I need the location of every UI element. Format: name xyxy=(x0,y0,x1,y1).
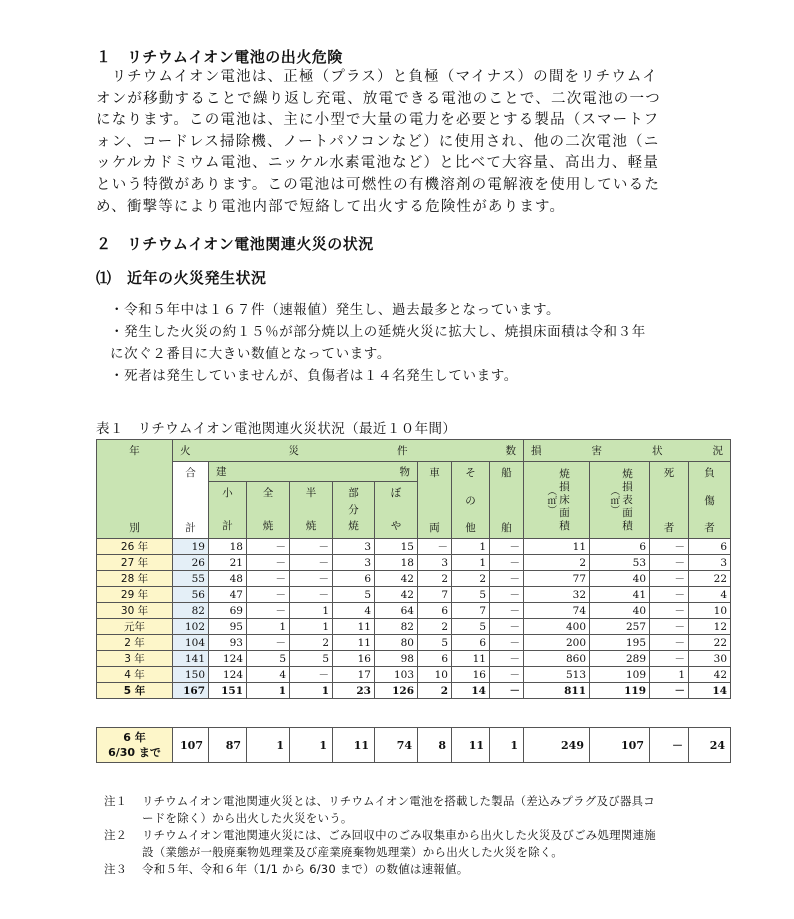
section-2-heading: ２ リチウムイオン電池関連火災の状況 xyxy=(96,235,374,253)
value-cell: 14 xyxy=(689,683,731,699)
table-caption: 表１ リチウムイオン電池関連火災状況（最近１０年間） xyxy=(96,421,457,437)
value-cell: 126 xyxy=(375,683,418,699)
half-burn-header xyxy=(290,482,333,539)
value-cell: 3 xyxy=(418,555,452,571)
note-text: リチウムイオン電池関連火災とは、リチウムイオン電池を搭載した製品（差込みプラグ及び器具コ xyxy=(142,794,655,808)
value-cell: 11 xyxy=(333,635,375,651)
value-cell: － xyxy=(490,683,524,699)
value-cell: 3 xyxy=(689,555,731,571)
value-cell: 30 xyxy=(689,651,731,667)
value-cell: 16 xyxy=(333,651,375,667)
value-cell: 17 xyxy=(333,667,375,683)
damage-header xyxy=(524,440,731,462)
value-cell: 69 xyxy=(209,603,247,619)
value-cell: － xyxy=(490,555,524,571)
value-cell: 21 xyxy=(209,555,247,571)
header-char: 数 xyxy=(505,445,517,457)
partial-burn-header xyxy=(333,482,375,539)
header-char: 災 xyxy=(288,445,300,457)
table-row xyxy=(97,539,731,555)
header-char: や xyxy=(390,520,402,533)
header-char: 損 xyxy=(559,480,570,493)
value-cell: － xyxy=(650,619,689,635)
value-cell: 22 xyxy=(689,635,731,651)
note-text: リチウムイオン電池関連火災には、ごみ回収中のごみ収集車から出火した火災及びごみ処理関連施 xyxy=(142,828,656,842)
header-char: 全 xyxy=(262,487,274,500)
value-cell: 119 xyxy=(590,683,650,699)
total-cell: 56 xyxy=(173,587,209,603)
other-header xyxy=(452,462,490,539)
total-cell: 167 xyxy=(173,683,209,699)
header-char: 件 xyxy=(397,445,408,457)
value-cell: 98 xyxy=(375,651,418,667)
value-cell: 64 xyxy=(375,603,418,619)
value-cell: 93 xyxy=(209,635,247,651)
value-cell: 1 xyxy=(247,728,290,763)
value-cell: 2 xyxy=(418,619,452,635)
value-cell: － xyxy=(650,587,689,603)
value-cell: 6 xyxy=(590,539,650,555)
value-cell: 4 xyxy=(247,667,290,683)
value-cell: － xyxy=(650,635,689,651)
building-header xyxy=(209,462,418,482)
header-char: 積 xyxy=(622,519,633,532)
value-cell: 40 xyxy=(590,571,650,587)
value-cell: 811 xyxy=(524,683,590,699)
partial-year-cell xyxy=(97,728,173,763)
total-cell: 104 xyxy=(173,635,209,651)
header-char: 建 xyxy=(216,466,227,479)
year-cell: 元年 xyxy=(97,619,173,635)
year-cell: 2 年 xyxy=(97,635,173,651)
year-header-bottom: 別 xyxy=(129,522,140,534)
note-text: ードを除く）から出火した火災をいう。 xyxy=(142,811,353,825)
total-cell: 141 xyxy=(173,651,209,667)
value-cell: 18 xyxy=(209,539,247,555)
total-cell: 55 xyxy=(173,571,209,587)
table-row xyxy=(97,619,731,635)
total-cell: 26 xyxy=(173,555,209,571)
value-cell: 15 xyxy=(375,539,418,555)
value-cell: 2 xyxy=(290,635,333,651)
header-char: 損 xyxy=(622,480,633,493)
header-char: 焼 xyxy=(622,467,633,480)
note-1 xyxy=(104,793,744,827)
value-cell: 16 xyxy=(452,667,490,683)
header-char: 床 xyxy=(559,493,570,506)
value-cell: 3 xyxy=(333,539,375,555)
value-cell: 11 xyxy=(524,539,590,555)
note-3 xyxy=(104,861,744,878)
year-cell: 3 年 xyxy=(97,651,173,667)
value-cell: 82 xyxy=(375,619,418,635)
value-cell: － xyxy=(490,571,524,587)
value-cell: 1 xyxy=(490,728,524,763)
value-cell: 2 xyxy=(418,571,452,587)
value-cell: 74 xyxy=(524,603,590,619)
value-cell: － xyxy=(490,667,524,683)
value-cell: － xyxy=(490,635,524,651)
table-row xyxy=(97,728,731,763)
value-cell: 2 xyxy=(418,683,452,699)
value-cell: 1 xyxy=(290,683,333,699)
header-char: 傷 xyxy=(704,494,715,507)
header-char: 焼 xyxy=(348,520,359,533)
value-cell: 87 xyxy=(209,728,247,763)
value-cell: 1 xyxy=(247,683,290,699)
bullet-item: ・令和５年中は１６７件（速報値）発生し、過去最多となっています。 xyxy=(110,302,561,318)
header-char: 表 xyxy=(622,493,633,506)
value-cell: 289 xyxy=(590,651,650,667)
header-char: そ xyxy=(465,467,476,479)
header-char: 半 xyxy=(305,487,317,500)
value-cell: － xyxy=(290,571,333,587)
total-header xyxy=(173,462,209,539)
header-char: 負 xyxy=(704,467,715,479)
table-row xyxy=(97,683,731,699)
value-cell: 249 xyxy=(524,728,590,763)
year-cell: 26 年 xyxy=(97,539,173,555)
injuries-header xyxy=(689,462,731,539)
paragraph-line: ォン、コードレス掃除機、ノートパソコンなど）に使用され、他の二次電池（ニ xyxy=(96,133,660,150)
header-char: 部 xyxy=(348,487,359,500)
value-cell: 11 xyxy=(452,728,490,763)
value-cell: 48 xyxy=(209,571,247,587)
section-2-subheading: ⑴ 近年の火災発生状況 xyxy=(96,269,267,287)
value-cell: － xyxy=(650,539,689,555)
table-notes xyxy=(104,793,744,878)
value-cell: － xyxy=(247,539,290,555)
header-char: 物 xyxy=(399,466,410,479)
value-cell: 5 xyxy=(333,587,375,603)
value-cell: 1 xyxy=(452,539,490,555)
header-char: 船 xyxy=(501,467,512,479)
value-cell: 195 xyxy=(590,635,650,651)
header-char: 車 xyxy=(429,467,440,479)
header-char: 舶 xyxy=(501,522,512,534)
header-char: 他 xyxy=(465,522,476,534)
value-cell: 860 xyxy=(524,651,590,667)
full-burn-header xyxy=(247,482,290,539)
value-cell: 47 xyxy=(209,587,247,603)
summary-bullets xyxy=(110,299,710,387)
value-cell: － xyxy=(290,587,333,603)
value-cell: 7 xyxy=(452,603,490,619)
header-char: 分 xyxy=(348,503,359,516)
value-cell: 4 xyxy=(689,587,731,603)
value-cell: － xyxy=(247,603,290,619)
value-cell: － xyxy=(490,651,524,667)
header-char: 況 xyxy=(712,445,724,457)
value-cell: 32 xyxy=(524,587,590,603)
section-1-paragraph xyxy=(96,67,711,218)
surface-area-header xyxy=(590,462,650,539)
value-cell: － xyxy=(247,635,290,651)
unit-sqm-label: （㎡） xyxy=(608,485,620,515)
value-cell: 5 xyxy=(290,651,333,667)
header-char: 焼 xyxy=(559,467,570,480)
value-cell: 103 xyxy=(375,667,418,683)
deaths-header xyxy=(650,462,689,539)
header-char: ぼ xyxy=(390,487,402,500)
value-cell: 10 xyxy=(418,667,452,683)
partial-year-table xyxy=(96,727,731,763)
value-cell: － xyxy=(290,539,333,555)
paragraph-line: オンが移動することで繰り返し充電、放電できる電池のことで、二次電池の一つ xyxy=(96,90,661,107)
paragraph-line: ッケルカドミウム電池、ニッケル水素電池など）と比べて大容量、高出力、軽量 xyxy=(96,155,660,172)
value-cell: 1 xyxy=(290,603,333,619)
table-row xyxy=(97,555,731,571)
value-cell: 6 xyxy=(418,603,452,619)
year-cell: 4 年 xyxy=(97,667,173,683)
value-cell: 80 xyxy=(375,635,418,651)
year-label: 6 年 xyxy=(123,731,146,744)
total-cell: 102 xyxy=(173,619,209,635)
value-cell: 400 xyxy=(524,619,590,635)
value-cell: 257 xyxy=(590,619,650,635)
value-cell: 107 xyxy=(590,728,650,763)
paragraph-line: になります。この電池は、主に小型で大量の電力を必要とする製品（スマートフ xyxy=(96,112,660,129)
value-cell: 5 xyxy=(452,587,490,603)
note-text: 令和５年、令和６年（1/1 から 6/30 まで）の数値は速報値。 xyxy=(142,862,469,876)
value-cell: － xyxy=(247,555,290,571)
value-cell: 6 xyxy=(452,635,490,651)
table-body xyxy=(97,539,731,699)
header-char: 焼 xyxy=(305,520,317,533)
ship-header xyxy=(490,462,524,539)
header-char: 小 xyxy=(222,487,233,500)
value-cell: 11 xyxy=(452,651,490,667)
year-cell: 28 年 xyxy=(97,571,173,587)
value-cell: － xyxy=(650,683,689,699)
header-char: 損 xyxy=(531,445,542,457)
total-header-bottom: 計 xyxy=(185,522,196,534)
bullet-item: に次ぐ２番目に大きい数値となっています。 xyxy=(110,346,391,362)
value-cell: 6 xyxy=(418,651,452,667)
value-cell: 23 xyxy=(333,683,375,699)
header-char: 面 xyxy=(622,506,633,519)
table-row xyxy=(97,651,731,667)
value-cell: 3 xyxy=(333,555,375,571)
header-char: 火 xyxy=(180,445,191,457)
value-cell: 14 xyxy=(452,683,490,699)
value-cell: 5 xyxy=(452,619,490,635)
value-cell: 124 xyxy=(209,667,247,683)
value-cell: － xyxy=(490,619,524,635)
value-cell: 40 xyxy=(590,603,650,619)
value-cell: 1 xyxy=(650,667,689,683)
header-char: の xyxy=(465,494,476,507)
total-cell: 82 xyxy=(173,603,209,619)
value-cell: 6 xyxy=(689,539,731,555)
value-cell: 2 xyxy=(524,555,590,571)
value-cell: － xyxy=(247,571,290,587)
vehicle-header xyxy=(418,462,452,539)
header-char: 状 xyxy=(652,445,663,457)
building-subtotal-header xyxy=(209,482,247,539)
year-header-top: 年 xyxy=(129,445,140,457)
year-period-label: 6/30 まで xyxy=(108,746,161,759)
value-cell: － xyxy=(650,555,689,571)
value-cell: 77 xyxy=(524,571,590,587)
year-cell: 27 年 xyxy=(97,555,173,571)
table-row xyxy=(97,571,731,587)
note-label: 注１ xyxy=(104,794,127,808)
small-fire-header xyxy=(375,482,418,539)
header-char: 者 xyxy=(663,522,675,534)
value-cell: 124 xyxy=(209,651,247,667)
header-char: 計 xyxy=(222,520,233,533)
value-cell: 5 xyxy=(247,651,290,667)
table-row xyxy=(97,635,731,651)
value-cell: 95 xyxy=(209,619,247,635)
value-cell: － xyxy=(490,539,524,555)
header-char: 面 xyxy=(559,506,570,519)
note-label: 注３ xyxy=(104,862,127,876)
value-cell: － xyxy=(650,728,689,763)
value-cell: 8 xyxy=(418,728,452,763)
value-cell: 1 xyxy=(290,728,333,763)
header-char: 焼 xyxy=(262,520,274,533)
note-label: 注２ xyxy=(104,828,127,842)
value-cell: 107 xyxy=(173,728,209,763)
fire-statistics-table xyxy=(96,439,731,699)
value-cell: 7 xyxy=(418,587,452,603)
bullet-item: ・発生した火災の約１５％が部分焼以上の延焼火災に拡大し、焼損床面積は令和３年 xyxy=(110,324,646,340)
value-cell: 42 xyxy=(689,667,731,683)
value-cell: 1 xyxy=(290,619,333,635)
value-cell: － xyxy=(290,667,333,683)
value-cell: － xyxy=(490,603,524,619)
year-cell: 29 年 xyxy=(97,587,173,603)
value-cell: 2 xyxy=(452,571,490,587)
value-cell: － xyxy=(650,651,689,667)
fire-count-header xyxy=(173,440,524,462)
table-row xyxy=(97,667,731,683)
bullet-item: ・死者は発生していませんが、負傷者は１４名発生しています。 xyxy=(110,368,518,384)
value-cell: 6 xyxy=(333,571,375,587)
section-1-heading: １ リチウムイオン電池の出火危険 xyxy=(96,48,343,66)
value-cell: － xyxy=(418,539,452,555)
note-text: 設（業態が一般廃棄物処理業及び産業廃棄物処理業）から出火した火災を除く。 xyxy=(142,845,563,859)
floor-area-header xyxy=(524,462,590,539)
value-cell: － xyxy=(650,603,689,619)
value-cell: 200 xyxy=(524,635,590,651)
total-cell: 19 xyxy=(173,539,209,555)
total-cell: 150 xyxy=(173,667,209,683)
unit-sqm-label: （㎡） xyxy=(545,485,557,515)
value-cell: 18 xyxy=(375,555,418,571)
value-cell: 1 xyxy=(452,555,490,571)
value-cell: 74 xyxy=(375,728,418,763)
year-cell: 5 年 xyxy=(97,683,173,699)
header-char: 者 xyxy=(704,522,715,534)
paragraph-line: という特徴があります。この電池は可燃性の有機溶剤の電解液を使用しているた xyxy=(96,176,661,193)
value-cell: 24 xyxy=(689,728,731,763)
paragraph-line: め、衝撃等により電池内部で短絡して出火する危険性があります。 xyxy=(96,198,566,215)
value-cell: 42 xyxy=(375,571,418,587)
value-cell: 4 xyxy=(333,603,375,619)
value-cell: － xyxy=(290,555,333,571)
table-row xyxy=(97,603,731,619)
value-cell: 12 xyxy=(689,619,731,635)
note-2 xyxy=(104,827,744,861)
value-cell: － xyxy=(247,587,290,603)
header-char: 積 xyxy=(559,519,570,532)
value-cell: － xyxy=(650,571,689,587)
value-cell: 513 xyxy=(524,667,590,683)
header-char: 両 xyxy=(429,522,440,534)
table-row xyxy=(97,587,731,603)
value-cell: 1 xyxy=(247,619,290,635)
value-cell: 109 xyxy=(590,667,650,683)
value-cell: － xyxy=(490,587,524,603)
header-char: 害 xyxy=(591,445,603,457)
value-cell: 11 xyxy=(333,728,375,763)
value-cell: 41 xyxy=(590,587,650,603)
year-header xyxy=(97,440,173,539)
value-cell: 53 xyxy=(590,555,650,571)
value-cell: 10 xyxy=(689,603,731,619)
header-char: 死 xyxy=(663,467,675,479)
total-header-top: 合 xyxy=(185,467,196,479)
value-cell: 11 xyxy=(333,619,375,635)
value-cell: 5 xyxy=(418,635,452,651)
value-cell: 22 xyxy=(689,571,731,587)
year-cell: 30 年 xyxy=(97,603,173,619)
paragraph-line: リチウムイオン電池は、正極（プラス）と負極（マイナス）の間をリチウムイ xyxy=(96,69,659,85)
value-cell: 42 xyxy=(375,587,418,603)
value-cell: 151 xyxy=(209,683,247,699)
